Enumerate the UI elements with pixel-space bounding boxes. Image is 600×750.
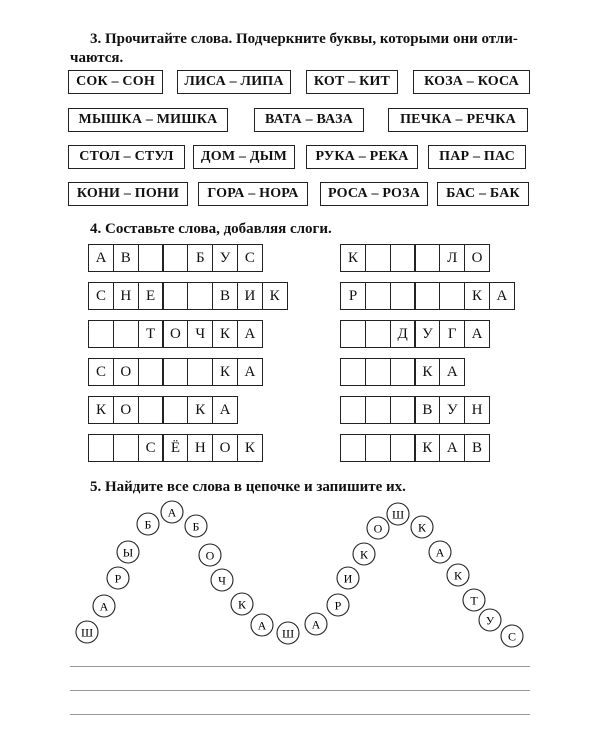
chain-letter [231, 593, 253, 615]
word-pair: СТОЛ – СТУЛ [68, 145, 185, 169]
letter-cell: Е [138, 282, 164, 310]
letter-cell: В [212, 282, 238, 310]
letter-cell: С [237, 244, 263, 272]
chain-letter [107, 567, 129, 589]
chain-letter [429, 541, 451, 563]
letter-cell: К [237, 434, 263, 462]
letter-cell: О [212, 434, 238, 462]
word-pair: СОК – СОН [68, 70, 163, 94]
letter-cell: И [237, 282, 263, 310]
letter-cell: К [187, 396, 213, 424]
chain-letter [411, 516, 433, 538]
word-pair: КОНИ – ПОНИ [68, 182, 188, 206]
word-pair: ПЕЧКА – РЕЧКА [388, 108, 528, 132]
letter-cell: А [237, 320, 263, 348]
letter-cell: К [88, 396, 114, 424]
letter-cell: Н [187, 434, 213, 462]
chain-letter-text: Р [334, 598, 342, 613]
word-pair: РУКА – РЕКА [306, 145, 418, 169]
chain-letter [447, 564, 469, 586]
letter-cell: К [212, 358, 238, 386]
letter-cell: К [262, 282, 288, 310]
chain-letter-text: А [435, 545, 445, 560]
chain-letter [463, 589, 485, 611]
chain-letter-text: К [359, 547, 369, 562]
task3-title-line2: чаются. [70, 50, 124, 66]
letter-cell: А [464, 320, 490, 348]
letter-cell: Д [390, 320, 416, 348]
letter-cell: А [489, 282, 515, 310]
letter-cell: К [414, 358, 440, 386]
letter-cell: О [162, 320, 188, 348]
chain-letter-text: А [167, 505, 177, 520]
word-pair: КОТ – КИТ [306, 70, 398, 94]
chain-letter [337, 567, 359, 589]
chain-letter-text: О [373, 521, 383, 536]
letter-cell: Н [113, 282, 139, 310]
chain-letter-text: О [205, 548, 215, 563]
letter-cell: А [237, 358, 263, 386]
letter-cell: У [439, 396, 465, 424]
answer-line[interactable] [70, 714, 530, 715]
chain-letter [137, 513, 159, 535]
word-pair: ПАР – ПАС [428, 145, 526, 169]
chain-letter-text: С [507, 629, 517, 644]
chain-letter [387, 503, 409, 525]
chain-letter [305, 613, 327, 635]
letter-cell: У [414, 320, 440, 348]
letter-cell: А [439, 358, 465, 386]
letter-cell: А [212, 396, 238, 424]
chain-letter-text: К [417, 520, 427, 535]
chain-letter-text: У [485, 613, 495, 628]
letter-cell: В [414, 396, 440, 424]
chain-letter [479, 609, 501, 631]
letter-cell: Г [439, 320, 465, 348]
chain-letter-text: Ч [218, 573, 226, 588]
word-pair: МЫШКА – МИШКА [68, 108, 228, 132]
word-pair: ЛИСА – ЛИПА [177, 70, 291, 94]
letter-cell: С [88, 358, 114, 386]
word-pair: ВАТА – ВАЗА [254, 108, 364, 132]
chain-letter-text: Б [144, 517, 152, 532]
chain-letter [327, 594, 349, 616]
answer-line[interactable] [70, 666, 530, 667]
task4-title: 4. Составьте слова, добавляя слоги. [90, 221, 332, 237]
chain-letter [199, 544, 221, 566]
chain-letter-text: А [311, 617, 321, 632]
chain-letter-text: Т [470, 593, 478, 608]
chain-letter-text: А [257, 618, 267, 633]
chain-letter [501, 625, 523, 647]
letter-cell: Т [138, 320, 164, 348]
chain-letter-text: Ш [391, 507, 405, 522]
letter-cell: Ё [162, 434, 188, 462]
letter-cell: К [340, 244, 366, 272]
chain-letter [185, 515, 207, 537]
letter-cell: О [113, 396, 139, 424]
letter-cell: А [88, 244, 114, 272]
word-pair: РОСА – РОЗА [320, 182, 428, 206]
chain-letter-text: Ш [80, 625, 94, 640]
word-pair: ДОМ – ДЫМ [193, 145, 295, 169]
chain-letter [117, 541, 139, 563]
letter-cell: С [138, 434, 164, 462]
letter-cell: Л [439, 244, 465, 272]
word-pair: ГОРА – НОРА [198, 182, 308, 206]
chain-letter [76, 621, 98, 643]
letter-cell: О [464, 244, 490, 272]
chain-letter-text: Б [192, 519, 200, 534]
chain-letter-text: А [99, 599, 109, 614]
answer-line[interactable] [70, 690, 530, 691]
chain-letter-text: Ш [281, 626, 295, 641]
chain-letter [277, 622, 299, 644]
chain-letter [367, 517, 389, 539]
chain-letter [353, 543, 375, 565]
letter-cell: Р [340, 282, 366, 310]
letter-cell: К [212, 320, 238, 348]
chain-letter-text: К [453, 568, 463, 583]
task3-title-line1: 3. Прочитайте слова. Подчеркните буквы, которыми они отли- [90, 31, 518, 47]
chain-letter [251, 614, 273, 636]
letter-cell: В [113, 244, 139, 272]
letter-cell: Ч [187, 320, 213, 348]
letter-cell: У [212, 244, 238, 272]
letter-cell: Н [464, 396, 490, 424]
chain-letter-text: И [343, 571, 353, 586]
chain-letter [211, 569, 233, 591]
word-pair: БАС – БАК [437, 182, 529, 206]
chain-letter [93, 595, 115, 617]
letter-cell: С [88, 282, 114, 310]
chain-letter-text: К [237, 597, 247, 612]
letter-cell: А [439, 434, 465, 462]
word-pair: КОЗА – КОСА [413, 70, 530, 94]
chain-letter [161, 501, 183, 523]
letter-cell: Б [187, 244, 213, 272]
task5-title: 5. Найдите все слова в цепочке и запишите их. [90, 479, 406, 495]
chain-letter-text: Ы [122, 545, 134, 560]
letter-cell: О [113, 358, 139, 386]
letter-cell: К [414, 434, 440, 462]
letter-cell: К [464, 282, 490, 310]
letter-cell: В [464, 434, 490, 462]
chain-letter-text: Р [114, 571, 122, 586]
